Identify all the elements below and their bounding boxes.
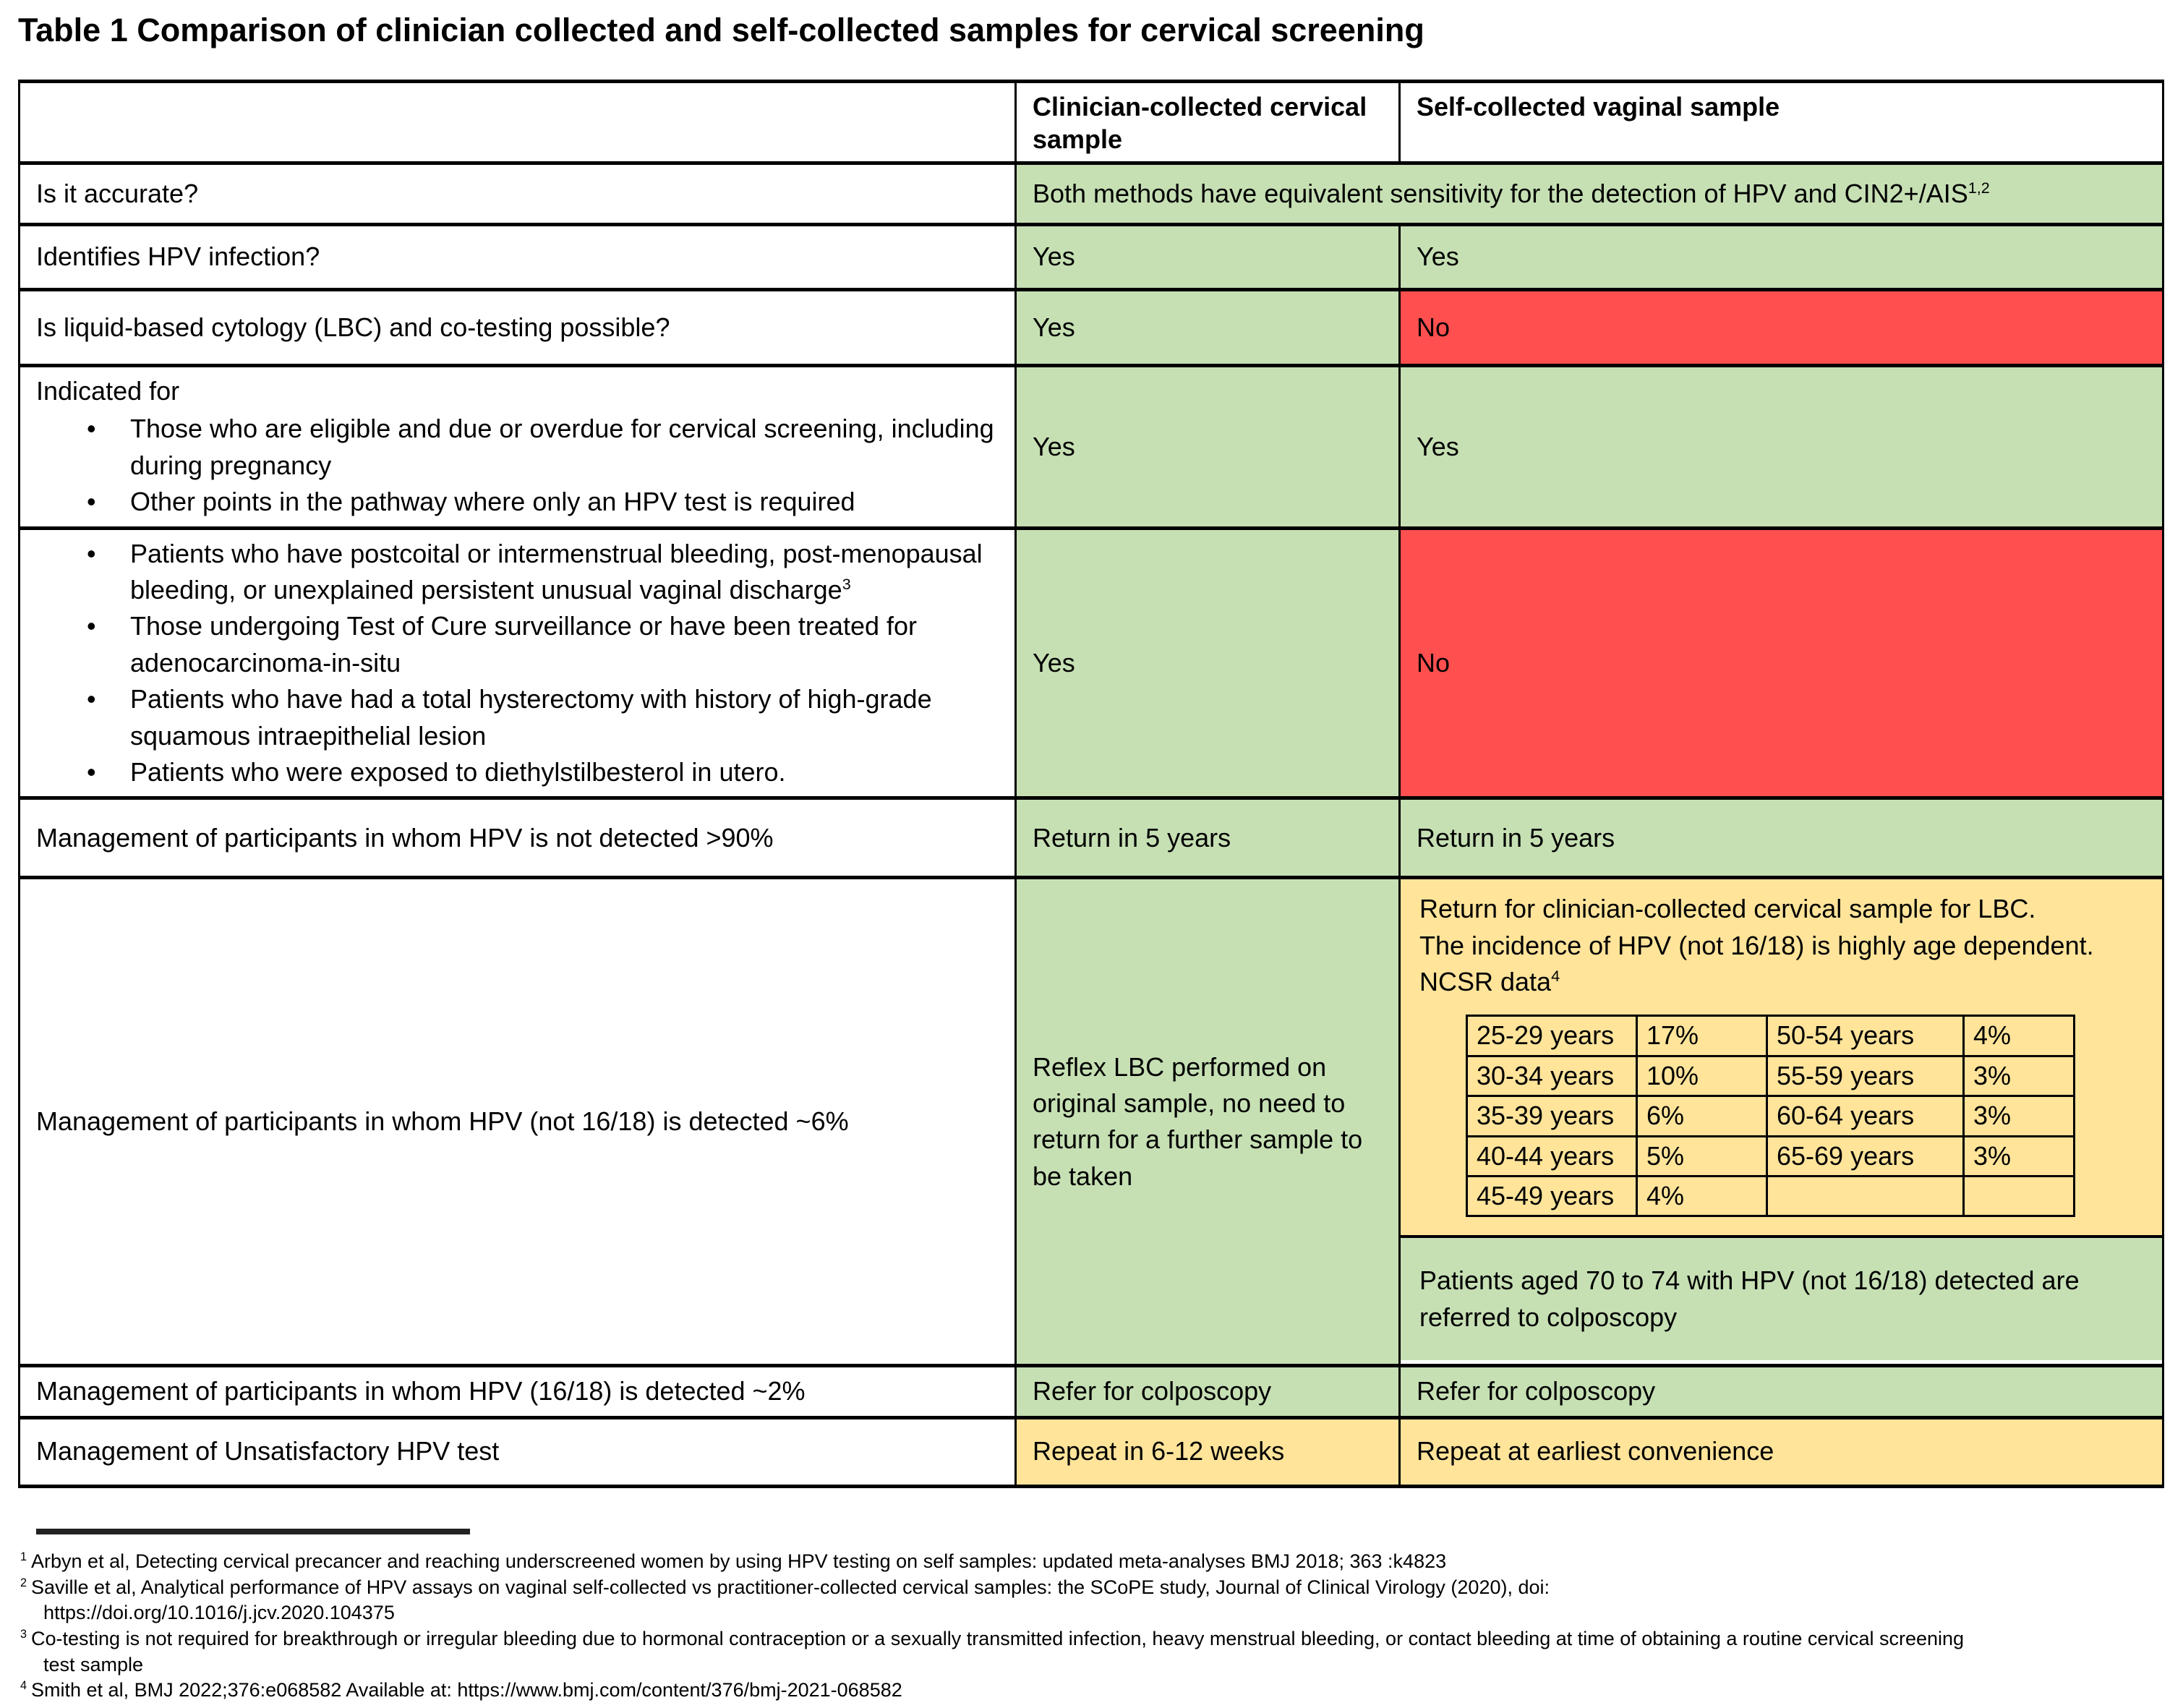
detail-line [1419, 964, 2099, 1000]
detail-line: The incidence of HPV (not 16/18) is highly age dependent. [1419, 930, 2094, 960]
row-label: Management of participants in whom HPV (16/18) is detected ~2% [20, 1366, 1016, 1417]
incidence-cell: 3% [1964, 1056, 2075, 1096]
footnote-2 [20, 1575, 2153, 1626]
age-table-row [1467, 1177, 2075, 1216]
incidence-cell: 4% [1964, 1016, 2075, 1056]
age-range-cell [1767, 1177, 1964, 1216]
row-label [20, 366, 1016, 529]
header-row [20, 82, 2163, 163]
table-row-identifies [20, 225, 2163, 290]
footnotes-section [20, 1549, 2153, 1704]
age-table-row [1467, 1136, 2075, 1176]
bullet-item [87, 536, 999, 609]
page-title: Table 1 Comparison of clinician collected and self-collected samples for cervical screening [18, 12, 1424, 48]
cell-text: Both methods have equivalent sensitivity for the detection of HPV and CIN2+/AIS [1033, 178, 1968, 208]
self-management-detail [1401, 879, 2162, 1238]
footnote-separator [36, 1529, 470, 1534]
age-table-row [1467, 1016, 2075, 1056]
age-range-cell: 50-54 years [1767, 1016, 1964, 1056]
cell-self: Yes [1400, 225, 2163, 290]
incidence-cell: 4% [1637, 1177, 1767, 1216]
cell-clinician: Return in 5 years [1016, 798, 1400, 878]
detail-line: Return for clinician-collected cervical sample for LBC. [1419, 894, 2036, 924]
footnote-text-continuation: https://doi.org/10.1016/j.jcv.2020.104375 [43, 1602, 395, 1624]
note-text: Patients aged 70 to 74 with HPV (not 16/18) detected are referred to colposcopy [1419, 1265, 2080, 1332]
bullet-list [36, 536, 999, 791]
bullet-item: • Patients who have had a total hysterectomy with history of high-grade squamous intraepithelial lesion [87, 681, 999, 754]
cell-self: Refer for colposcopy [1400, 1366, 2163, 1417]
age-range-cell: 45-49 years [1467, 1177, 1637, 1216]
table-row-excluded [20, 528, 2163, 798]
footnote-marker: 3 [20, 1627, 27, 1641]
age-range-cell: 35-39 years [1467, 1096, 1637, 1136]
footnote-reference: 3 [842, 574, 851, 593]
bullet-list [36, 411, 999, 520]
cell-clinician: Reflex LBC performed on original sample, no need to return for a further sample to be taken [1016, 878, 1400, 1366]
footnote-text: Arbyn et al, Detecting cervical precancer and reaching underscreened women by using HPV testing on self samples: updated meta-analyses BMJ 2018; 363 :k4823 [31, 1550, 1447, 1572]
incidence-cell: 3% [1964, 1136, 2075, 1176]
bullet-item: • Other points in the pathway where only an HPV test is required [87, 484, 999, 520]
cell-self: No [1400, 290, 2163, 366]
row-label: Management of Unsatisfactory HPV test [20, 1417, 1016, 1486]
footnote-text-continuation: test sample [43, 1653, 144, 1675]
self-management-note [1401, 1238, 2162, 1360]
footnote-text: Co-testing is not required for breakthrough or irregular bleeding due to hormonal contraception or a sexually transmitted infection, heavy menstrual bleeding, or contact bleeding at time of obtaining a routine cervical screening [31, 1627, 1965, 1649]
age-range-cell: 40-44 years [1467, 1136, 1637, 1176]
bullet-item: • Patients who were exposed to diethylstilbesterol in utero. [87, 754, 999, 790]
incidence-cell: 6% [1637, 1096, 1767, 1136]
age-range-cell: 65-69 years [1767, 1136, 1964, 1176]
cell-self: No [1400, 528, 2163, 798]
incidence-cell: 5% [1637, 1136, 1767, 1176]
age-range-cell: 55-59 years [1767, 1056, 1964, 1096]
footnote-text: Saville et al, Analytical performance of HPV assays on vaginal self-collected vs practitioner-collected cervical samples: the SCoPE study, Journal of Clinical Virology (2020), doi: [31, 1576, 1550, 1598]
column-header-self: Self-collected vaginal sample [1400, 82, 2163, 163]
footnote-marker: 2 [20, 1576, 27, 1589]
footnote-1 [20, 1549, 2153, 1575]
table-row-accurate [20, 163, 2163, 225]
table-row-indicated [20, 366, 2163, 529]
table-row-detected-1618 [20, 1366, 2163, 1417]
age-range-cell: 30-34 years [1467, 1056, 1637, 1096]
age-incidence-table [1466, 1015, 2075, 1217]
cell-self: Yes [1400, 366, 2163, 529]
cell-clinician: Refer for colposcopy [1016, 1366, 1400, 1417]
footnote-reference: 1,2 [1968, 178, 1990, 197]
table-row-unsatisfactory [20, 1417, 2163, 1486]
incidence-cell: 17% [1637, 1016, 1767, 1056]
row-label: Management of participants in whom HPV is not detected >90% [20, 798, 1016, 878]
cell-self: Return in 5 years [1400, 798, 2163, 878]
bullet-item: • Those who are eligible and due or overdue for cervical screening, including during pregnancy [87, 411, 999, 484]
cell-self: Repeat at earliest convenience [1400, 1417, 2163, 1486]
header-empty-cell [20, 82, 1016, 163]
cell-clinician: Yes [1016, 225, 1400, 290]
bullet-item: • Those undergoing Test of Cure surveillance or have been treated for adenocarcinoma-in-situ [87, 608, 999, 681]
footnote-marker: 1 [20, 1550, 27, 1563]
row-label [20, 528, 1016, 798]
age-table-row [1467, 1056, 2075, 1096]
cell-accurate-merged [1016, 163, 2163, 225]
cell-clinician: Repeat in 6-12 weeks [1016, 1417, 1400, 1486]
bullet-text: Patients who have postcoital or intermenstrual bleeding, post-menopausal bleeding, or unexplained persistent unusual vaginal discharge [130, 538, 983, 605]
cell-clinician: Yes [1016, 290, 1400, 366]
footnote-4 [20, 1678, 2153, 1704]
table-row-not-1618 [20, 878, 2163, 1366]
row-label: Identifies HPV infection? [20, 225, 1016, 290]
footnote-marker: 4 [20, 1679, 27, 1693]
cell-self-split [1400, 878, 2163, 1366]
row-label: Is liquid-based cytology (LBC) and co-testing possible? [20, 290, 1016, 366]
indicated-intro: Indicated for [36, 376, 180, 406]
column-header-clinician: Clinician-collected cervical sample [1016, 82, 1400, 163]
footnote-reference: 4 [1551, 967, 1560, 986]
age-range-cell: 25-29 years [1467, 1016, 1637, 1056]
age-range-cell: 60-64 years [1767, 1096, 1964, 1136]
cell-clinician: Yes [1016, 528, 1400, 798]
ncsr-data-label: NCSR data [1419, 967, 1552, 997]
incidence-cell: 3% [1964, 1096, 2075, 1136]
table-row-not-detected [20, 798, 2163, 878]
cell-clinician: Yes [1016, 366, 1400, 529]
comparison-table [18, 80, 2164, 1488]
footnote-text: Smith et al, BMJ 2022;376:e068582 Available at: https://www.bmj.com/content/376/bmj-2021-068582 [31, 1679, 902, 1701]
row-label: Management of participants in whom HPV (not 16/18) is detected ~6% [20, 878, 1016, 1366]
incidence-cell: 10% [1637, 1056, 1767, 1096]
incidence-cell [1964, 1177, 2075, 1216]
age-table-row [1467, 1096, 2075, 1136]
footnote-3 [20, 1626, 2153, 1678]
row-label: Is it accurate? [20, 163, 1016, 225]
table-row-lbc [20, 290, 2163, 366]
